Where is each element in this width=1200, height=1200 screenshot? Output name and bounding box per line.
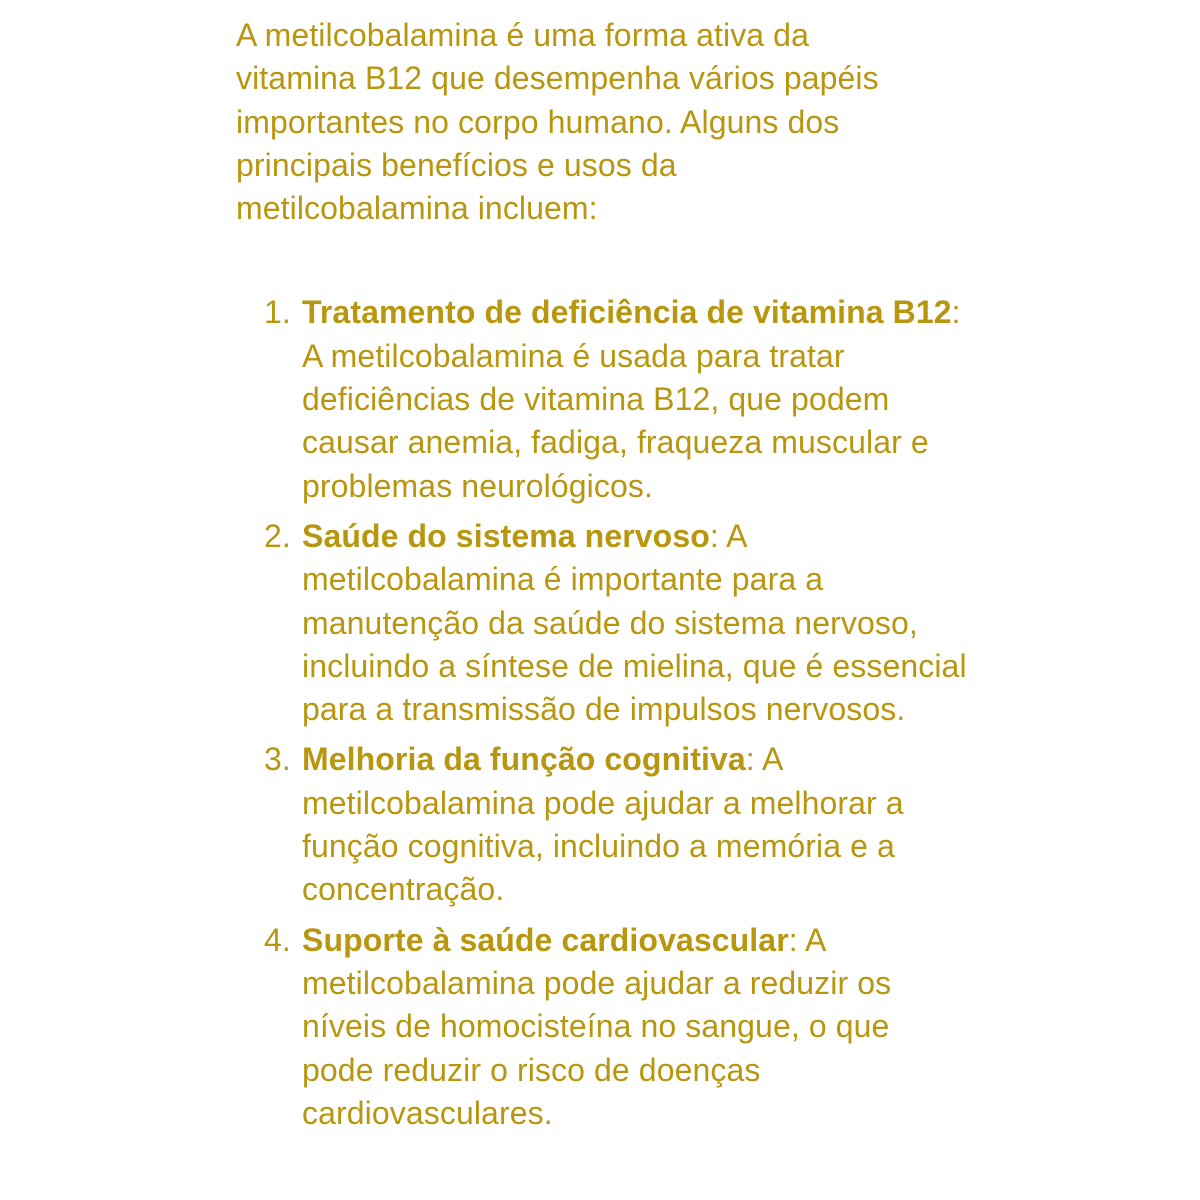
list-item-number: 2.: [264, 517, 291, 554]
intro-paragraph: A metilcobalamina é uma forma ativa da vitamina B12 que desempenha vários papéis importantes no corpo humano. Alguns dos principais benefícios e usos da metilcobalamina incluem:: [236, 17, 879, 227]
list-item-number: 4.: [264, 921, 291, 958]
list-item-title: Tratamento de deficiência de vitamina B12: [302, 294, 952, 331]
list-item-title: Suporte à saúde cardiovascular: [302, 921, 789, 958]
list-item-title: Melhoria da função cognitiva: [302, 741, 746, 778]
list-item: [236, 738, 982, 911]
list-item-number: 1.: [264, 294, 291, 331]
list-item-text: : A metilcobalamina é importante para a manutenção da saúde do sistema nervoso, incluindo a síntese de mielina, que é essencial para a transmissão de impulsos nervosos.: [302, 517, 967, 728]
list-item-text: : A metilcobalamina pode ajudar a reduzir os níveis de homocisteína no sangue, o que pode reduzir o risco de doenças cardiovasculares.: [302, 921, 892, 1131]
list-item: [236, 919, 912, 1135]
list-item-text: : A metilcobalamina pode ajudar a melhorar a função cognitiva, incluindo a memória e a concentração.: [302, 741, 904, 908]
list-item-number: 3.: [264, 741, 291, 778]
list-item: [236, 515, 982, 731]
list-item: [236, 291, 982, 507]
benefits-list: [236, 291, 996, 1135]
list-item-title: Saúde do sistema nervoso: [302, 517, 710, 554]
document-body: [236, 14, 996, 1142]
list-item-text: : A metilcobalamina é usada para tratar deficiências de vitamina B12, que podem causar anemia, fadiga, fraqueza muscular e problemas neurológicos.: [302, 294, 961, 504]
